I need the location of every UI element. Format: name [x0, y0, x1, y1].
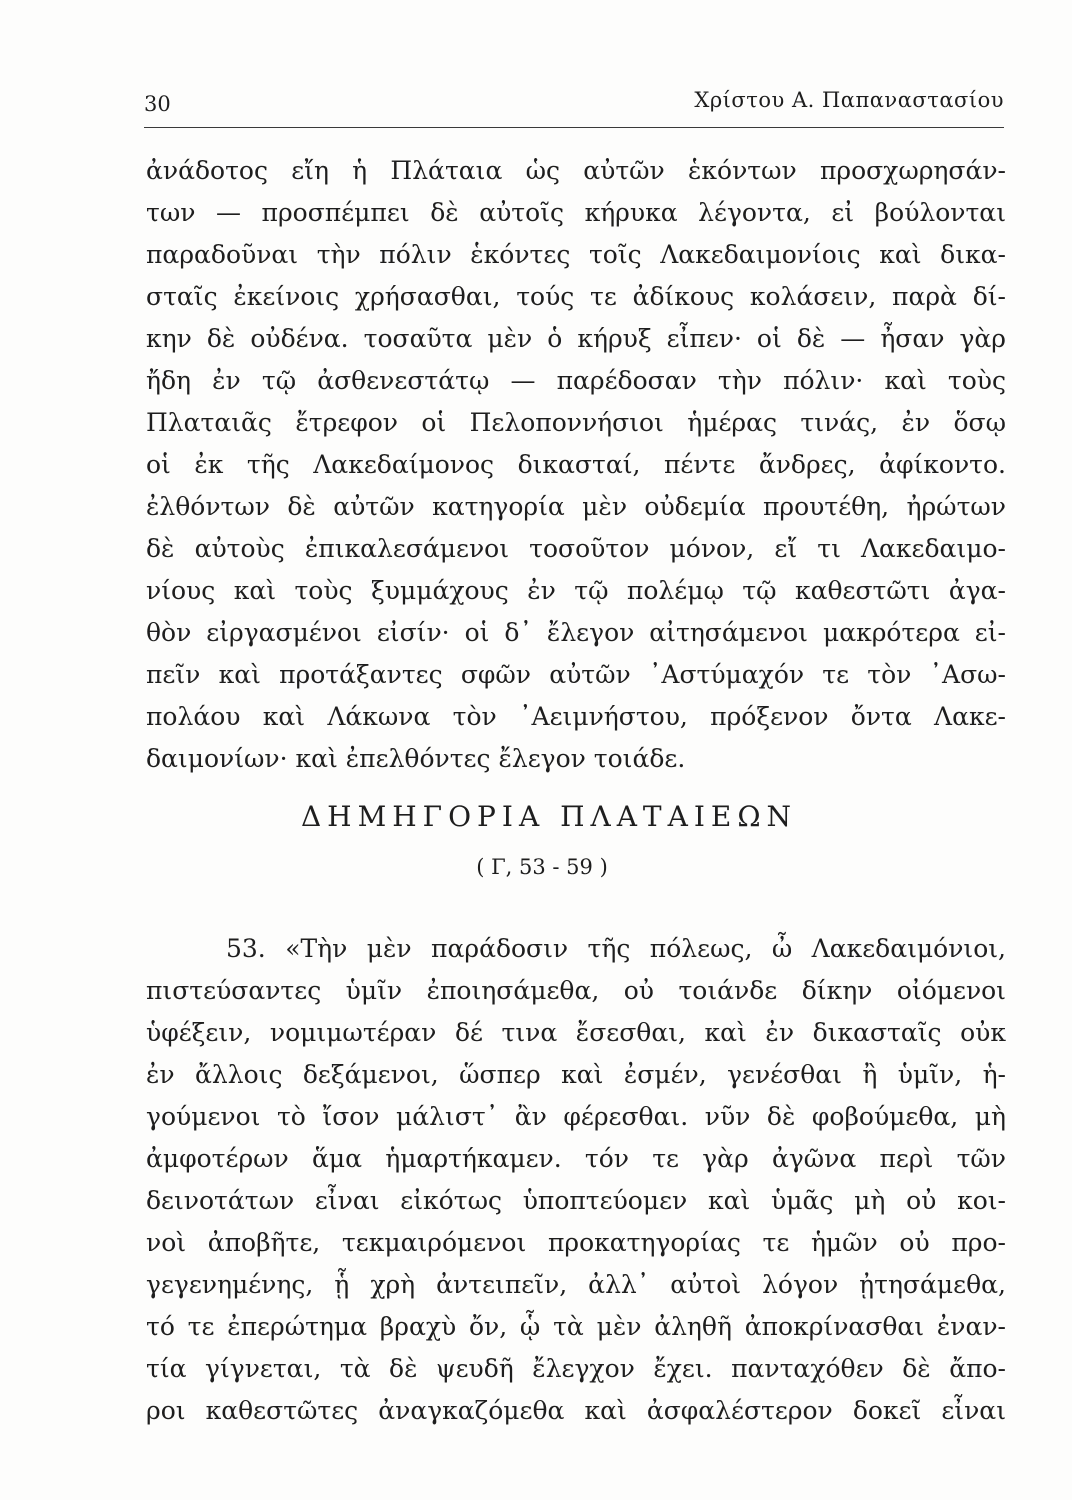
- text-line: ἤδη ἐν τῷ ἀσθενεστάτῳ — παρέδοσαν τὴν πόλιν· καὶ τοὺς: [146, 366, 1006, 395]
- text-line: γούμενοι τὸ ἴσον μάλιστ᾿ ἂν φέρεσθαι. νῦν δὲ φοβούμεθα, μὴ: [146, 1102, 1006, 1131]
- text-line: πολάου καὶ Λάκωνα τὸν ᾿Αειμνήστου, πρόξενον ὄντα Λακε-: [146, 702, 1006, 731]
- text-line: δὲ αὐτοὺς ἐπικαλεσάμενοι τοσοῦτον μόνον, εἴ τι Λακεδαιμο-: [146, 534, 1006, 563]
- text-line: νίους καὶ τοὺς ξυμμάχους ἐν τῷ πολέμῳ τῷ καθεστῶτι ἀγα-: [146, 576, 1006, 605]
- text-line: θὸν εἰργασμένοι εἰσίν· οἱ δ᾿ ἔλεγον αἰτησάμενοι μακρότερα εἰ-: [146, 618, 1006, 647]
- text-line: παραδοῦναι τὴν πόλιν ἑκόντες τοῖς Λακεδαιμονίοις καὶ δικα-: [146, 240, 1006, 269]
- running-head: Χρίστου Α. Παπαναστασίου: [694, 88, 1004, 112]
- text-line: δαιμονίων· καὶ ἐπελθόντες ἔλεγον τοιάδε.: [146, 744, 686, 773]
- header-rule: [144, 127, 1004, 128]
- text-line: ἀνάδοτος εἴη ἡ Πλάταια ὡς αὐτῶν ἑκόντων προσχωρησάν-: [146, 156, 1006, 185]
- text-line: ὑφέξειν, νομιμωτέραν δέ τινα ἔσεσθαι, καὶ ἐν δικασταῖς οὐκ: [146, 1018, 1006, 1047]
- text-line: Πλαταιᾶς ἔτρεφον οἱ Πελοποννήσιοι ἡμέρας τινάς, ἐν ὅσῳ: [146, 408, 1006, 437]
- section-reference: ( Γ, 53 - 59 ): [476, 855, 608, 879]
- text-line: ἀμφοτέρων ἅμα ἡμαρτήκαμεν. τόν τε γὰρ ἀγῶνα περὶ τῶν: [146, 1144, 1006, 1173]
- text-line: ἐν ἄλλοις δεξάμενοι, ὥσπερ καὶ ἐσμέν, γενέσθαι ἢ ὑμῖν, ἡ-: [146, 1060, 1006, 1089]
- page-number: 30: [144, 92, 171, 116]
- text-line: πιστεύσαντες ὑμῖν ἐποιησάμεθα, οὐ τοιάνδε δίκην οἰόμενοι: [146, 976, 1006, 1005]
- text-line: των — προσπέμπει δὲ αὐτοῖς κήρυκα λέγοντα, εἰ βούλονται: [146, 198, 1006, 227]
- text-line: ροι καθεστῶτες ἀναγκαζόμεθα καὶ ἀσφαλέστερον δοκεῖ εἶναι: [146, 1396, 1006, 1425]
- section-title: ΔΗΜΗΓΟΡΙΑ ΠΛΑΤΑΙΕΩΝ: [300, 800, 798, 833]
- body-text-block-2: [146, 928, 1006, 1432]
- text-line: τό τε ἐπερώτημα βραχὺ ὄν, ᾧ τὰ μὲν ἀληθῆ ἀποκρίνασθαι ἐναν-: [146, 1312, 1006, 1341]
- text-line: πεῖν καὶ προτάξαντες σφῶν αὐτῶν ᾿Αστύμαχόν τε τὸν ᾿Ασω-: [146, 660, 1006, 689]
- text-line: κην δὲ οὐδένα. τοσαῦτα μὲν ὁ κήρυξ εἶπεν· οἱ δὲ — ἦσαν γὰρ: [146, 324, 1006, 353]
- text-line: σταῖς ἐκείνοις χρήσασθαι, τούς τε ἀδίκους κολάσειν, παρὰ δί-: [146, 282, 1006, 311]
- text-line: 53. «Τὴν μὲν παράδοσιν τῆς πόλεως, ὦ Λακεδαιμόνιοι,: [226, 934, 1006, 963]
- text-line: οἱ ἐκ τῆς Λακεδαίμονος δικασταί, πέντε ἄνδρες, ἀφίκοντο.: [146, 450, 1006, 479]
- text-line: τία γίγνεται, τὰ δὲ ψευδῆ ἔλεγχον ἔχει. πανταχόθεν δὲ ἄπο-: [146, 1354, 1006, 1383]
- text-line: δεινοτάτων εἶναι εἰκότως ὑποπτεύομεν καὶ ὑμᾶς μὴ οὐ κοι-: [146, 1186, 1006, 1215]
- text-line: ἐλθόντων δὲ αὐτῶν κατηγορία μὲν οὐδεμία προυτέθη, ἠρώτων: [146, 492, 1006, 521]
- text-line: γεγενημένης, ᾗ χρὴ ἀντειπεῖν, ἀλλ᾿ αὐτοὶ λόγον ᾐτησάμεθα,: [146, 1270, 1006, 1299]
- body-text-block-1: [146, 150, 1006, 780]
- page-header: [144, 84, 1004, 124]
- text-line: νοὶ ἀποβῆτε, τεκμαιρόμενοι προκατηγορίας τε ἡμῶν οὐ προ-: [146, 1228, 1006, 1257]
